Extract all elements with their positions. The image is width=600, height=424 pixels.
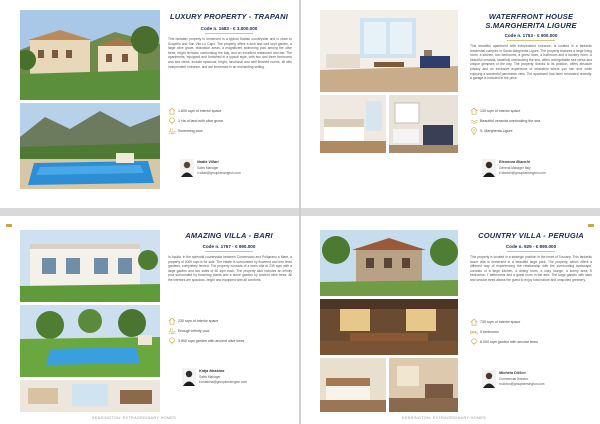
feature-item (168, 117, 288, 125)
feature-item (470, 328, 592, 336)
avatar (180, 159, 194, 177)
photo-dining-room (320, 299, 458, 355)
feature-text: 230 sqm of interior space (178, 319, 219, 323)
feature-text: 8.000 sqm garden with secular trees (480, 340, 538, 344)
feature-text: Swimming pool (178, 129, 203, 133)
tree-icon (470, 338, 478, 346)
agent-role: Sales Manager (199, 375, 221, 379)
photo-villa-garden (20, 10, 160, 100)
agent-email[interactable]: e.bianchi@groupkensington.com (499, 171, 546, 175)
photo-villa-exterior (20, 230, 160, 302)
feature-text: 3.800 sqm garden with ancient olive trees (178, 339, 245, 343)
feature-item (168, 327, 292, 335)
listing-description: This beautiful apartment with independent entrance, is located in a fantastic residential complex in Santa Margherita Ligure. The property features a large living room, a kitchen, two bedrooms, a guest room, a bathroom and a laundry room. A beautiful veranda, tastefully overlooking the sea, offers unforgettable sea views and unique glimpses of the bay. The property, thanks to its position, offers absolute privacy and an exclusive experience of relaxation where you can dive while enjoying a wonderful panoramic view. The apartment has been renovated recently. A garage is included in the price. (470, 44, 592, 81)
feature-text: 1 Ha of land with olive grove (178, 119, 224, 123)
avatar (482, 159, 496, 177)
house-icon (168, 317, 176, 325)
feature-item (470, 338, 592, 346)
sea-icon (470, 117, 478, 125)
house-icon (470, 318, 478, 326)
agent-email[interactable]: n.villari@groupkensington.com (197, 171, 241, 175)
feature-text: 730 sqm of interior space (480, 320, 521, 324)
feature-text: 5 bedrooms (480, 330, 499, 334)
tree-icon (168, 117, 176, 125)
photo-living-room (320, 10, 458, 92)
listing-title: AMAZING VILLA - BARI (185, 231, 273, 240)
photo-stone-villa (320, 230, 458, 296)
listing-card-bari (0, 216, 300, 424)
agent-email[interactable]: k.maskina@groupkensington.com (199, 380, 248, 384)
tree-icon (168, 337, 176, 345)
feature-text: Enough infinity pool (178, 329, 210, 333)
listing-title: WATERFRONT HOUSE S.MARGHERITA LIGURE (485, 12, 577, 30)
page-footer: KENSINGTON: EXTRAORDINARY HOMES (92, 416, 176, 420)
feature-text: 1.800 sqm of interior space (178, 109, 222, 113)
photo-bedroom (320, 95, 386, 153)
feature-item (168, 317, 292, 325)
bed-icon (470, 328, 478, 336)
listing-code: Code n. 1683 - € 3.000.000 (200, 26, 258, 31)
listing-description: This fantastic property is immersed in a typical Sicilian countryside and is close to Scopello and San Vito Lo Capo. The property offers a lush and well kept garden, a large olive grove, relaxation areas, a magnificent swimming pool among the olive trees, bright terraces overlooking the bay, and an excellent restaurant and bar. The apartments, equipped and furnished in a typical style, with two and three bedrooms and sea views, include spacious, bright, functional and well finished rooms, all with independent entrance, and are immersed in an enchanting setting. (168, 37, 292, 69)
feature-item (470, 117, 592, 125)
avatar (482, 370, 496, 388)
feature-item (168, 107, 288, 115)
house-icon (168, 107, 176, 115)
listing-title: LUXURY PROPERTY - TRAPANI (169, 12, 289, 21)
pin-icon (470, 127, 478, 135)
listing-code: Code n. 1753 - € 900.000 (504, 33, 558, 38)
listing-title: COUNTRY VILLA - PERUGIA (478, 231, 584, 240)
photo-bathroom (389, 95, 458, 153)
feature-text: S. Margherita Ligure (480, 129, 513, 133)
feature-item (168, 337, 292, 345)
house-icon (470, 107, 478, 115)
photo-garden-pool (20, 305, 160, 377)
agent-name: Eleonora Bianchi (499, 160, 531, 164)
feature-item (470, 318, 592, 326)
feature-text: 130 sqm of interior space (480, 109, 521, 113)
code-underline (507, 251, 555, 252)
photo-interior (20, 380, 160, 412)
listing-card-perugia (300, 216, 600, 424)
avatar (182, 368, 196, 386)
listing-card-trapani (0, 0, 300, 208)
listing-code: Code n. 1767 - € 990.000 (202, 244, 256, 249)
pool-icon (168, 327, 176, 335)
page-footer: KENSINGTON: EXTRAORDINARY HOMES (402, 416, 486, 420)
agent-name: Katja Maskina (199, 369, 225, 373)
listing-description: This property is located in a strategic position in the heart of Tuscany. This fantastic stone villa is immersed in a beautiful large park. The property, which offers a different way of experiencing the relationship with the surrounding landscape, consists of a large kitchen, a dining room, a cozy lounge, a sunny area, 5 bedrooms, 7 bathrooms and a guest room in the attic. The large garden with lawn and secular trees allows the guest to enjoy total nature and unspoiled greenery. (470, 255, 592, 282)
feature-text: Beautiful veranda overlooking the sea (480, 119, 541, 123)
agent-role: Commercial Director (499, 377, 529, 381)
feature-item (470, 127, 592, 135)
agent-role: General Manager Italy (499, 166, 531, 170)
code-underline (205, 251, 253, 252)
pool-icon (168, 127, 176, 135)
agent-role: Sales Manager (197, 166, 219, 170)
agent-email[interactable]: m.divico@groupkensington.com (499, 382, 545, 386)
code-underline (507, 40, 555, 41)
feature-item (470, 107, 592, 115)
listing-code: Code n. 925 - € 890.000 (505, 244, 557, 249)
photo-bedroom (320, 358, 386, 412)
photo-living-room (389, 358, 458, 412)
code-underline (205, 33, 253, 34)
listing-card-margherita (300, 0, 600, 208)
agent-name: Nadia Villari (197, 160, 219, 164)
agent-name: Michela DiVico (499, 371, 526, 375)
feature-item (168, 127, 288, 135)
listing-description: In Apulia, in the splendid countryside between Conversano and Polignano a Mare, a property of 4000 sqm is for sale. The estate is surrounded by flowered and tree lined gardens, completely fenced. The property consists of a main villa of 230 sqm with a large garden and two sides of 60 sqm each. The property also includes an infinity pool surrounded by flowering plants and a stone gazebo by ancient olive trees. All the interiors are spacious, bright and equipped with all comforts. (168, 255, 292, 282)
photo-pool-landscape (20, 103, 160, 189)
